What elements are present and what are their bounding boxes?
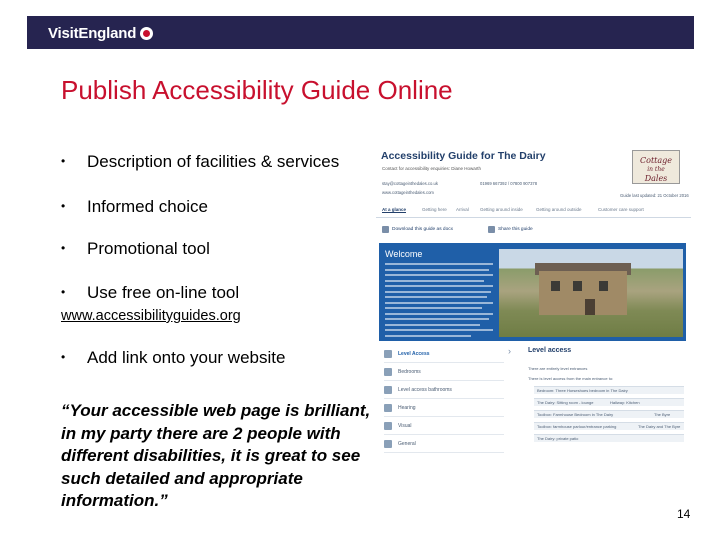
nav-label: Hearing <box>398 405 416 411</box>
download-label: Download this guide as docx <box>392 227 454 232</box>
bullet-dot: • <box>61 241 66 255</box>
chevron-right-icon: › <box>508 346 511 356</box>
guide-title: Accessibility Guide for The Dairy <box>381 150 546 162</box>
rose-emblem-icon <box>140 27 153 40</box>
email-link[interactable]: stay@cottageinthedales.co.uk <box>382 181 438 186</box>
location-pin-icon <box>384 440 392 448</box>
level-access-item <box>534 422 684 430</box>
download-icon <box>382 226 389 233</box>
nav-label: Bedrooms <box>398 369 421 375</box>
wheelchair-icon <box>384 350 392 358</box>
bullet-item <box>61 283 239 303</box>
share-icon <box>488 226 495 233</box>
accessibility-guides-link[interactable]: www.accessibilityguides.org <box>61 308 241 324</box>
brand-name: VisitEngland <box>48 24 137 42</box>
nav-general[interactable] <box>384 436 504 453</box>
tab-getting-here[interactable]: Getting here <box>422 207 447 212</box>
nav-label: Level access bathrooms <box>398 387 452 393</box>
bullet-dot: • <box>61 350 66 364</box>
bullet-dot: • <box>61 199 66 213</box>
level-access-item <box>534 410 684 418</box>
bullet-text: Informed choice <box>87 197 208 216</box>
nav-hearing[interactable] <box>384 400 504 417</box>
nav-label: General <box>398 441 416 447</box>
nav-label: Level Access <box>398 351 430 357</box>
download-guide-button[interactable] <box>382 226 453 233</box>
page-number: 14 <box>677 507 691 521</box>
share-label: Share this guide <box>498 227 533 232</box>
level-access-item: The Dairy: private patio <box>534 434 684 442</box>
bullet-text: Promotional tool <box>87 239 210 258</box>
bullet-text: Add link onto your website <box>87 348 286 367</box>
tab-getting-around-outside[interactable]: Getting around outside <box>536 207 582 212</box>
bullet-item <box>61 152 339 172</box>
page-title: Publish Accessibility Guide Online <box>61 75 453 105</box>
ear-icon <box>384 404 392 412</box>
bullet-item <box>61 348 285 368</box>
tab-at-a-glance[interactable]: At a glance <box>382 207 407 212</box>
level-access-item-text: Toolbox: Farmhouse Bedroom in The Dairy <box>537 412 614 417</box>
level-access-item-text: Toolbox: farmhouse parlour/entrance parking <box>537 424 617 429</box>
guide-tabs <box>376 205 691 218</box>
share-guide-button[interactable] <box>488 226 533 233</box>
level-access-item-text: The Byre <box>654 412 671 417</box>
cottage-photo <box>499 249 683 337</box>
updated-text: Guide last updated: 21 October 2016 <box>620 193 689 198</box>
nav-bathrooms[interactable] <box>384 382 504 399</box>
bath-icon <box>384 386 392 394</box>
brand-logo[interactable] <box>48 24 153 42</box>
welcome-text <box>385 263 493 340</box>
bullet-dot: • <box>61 285 66 299</box>
welcome-title: Welcome <box>385 249 423 259</box>
bullet-item <box>61 239 210 259</box>
website-link[interactable]: www.cottageinthedales.com <box>382 190 434 195</box>
level-access-heading: Level access <box>528 347 572 354</box>
level-access-item: Bedroom: Three Horseshoes bedroom in The Dairy <box>534 386 684 394</box>
nav-visual[interactable] <box>384 418 504 435</box>
level-access-item-text: Hallway: Kitchen <box>610 400 640 405</box>
level-access-item-text: The Dairy and The Byre <box>638 424 681 429</box>
bullet-dot: • <box>61 154 66 168</box>
level-access-item <box>534 398 684 406</box>
logo-text: Cottage <box>640 156 672 165</box>
tab-getting-around-inside[interactable]: Getting around inside <box>480 207 523 212</box>
cottage-logo <box>632 150 680 184</box>
website-screenshot <box>376 146 691 468</box>
phone-text: 01969 667392 / 07800 907378 <box>480 181 538 186</box>
bullet-text: Description of facilities & services <box>87 152 340 171</box>
level-access-line: There is level access from the main entrance to: <box>528 376 614 381</box>
logo-text: in the <box>647 166 665 173</box>
nav-bedrooms[interactable] <box>384 364 504 381</box>
contact-line: Contact for accessibility enquiries: Diane Howarth <box>382 166 482 171</box>
level-access-line: There are entirely level entrances <box>528 366 588 371</box>
level-access-item-text: The Dairy: Sitting room - lounge <box>537 400 594 405</box>
bed-icon <box>384 368 392 376</box>
eye-icon <box>384 422 392 430</box>
tab-customer-care[interactable]: Customer care support <box>598 207 644 212</box>
tab-arrival[interactable]: Arrival <box>456 207 469 212</box>
logo-text: Dales <box>644 174 668 183</box>
nav-level-access[interactable] <box>384 346 504 363</box>
nav-label: Visual <box>398 423 412 429</box>
testimonial-quote: “Your accessible web page is brilliant, in my party there are 2 people with different disabilities, it is great to see such detailed and appropriate information.” <box>61 401 371 510</box>
welcome-panel <box>379 243 686 341</box>
bullet-item <box>61 197 208 217</box>
bullet-text: Use free on-line tool <box>87 283 240 302</box>
